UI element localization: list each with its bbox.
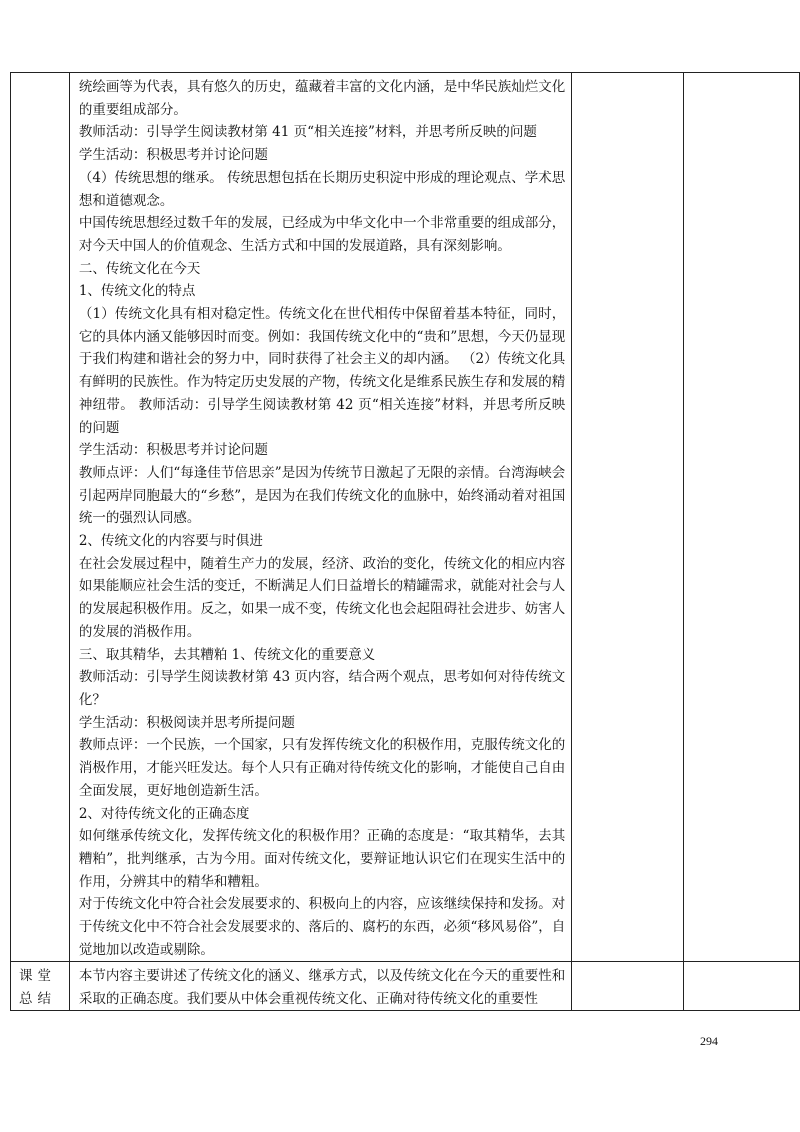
summary-label: 课堂总结 (19, 968, 56, 1007)
subsection-heading: 2、对待传统文化的正确态度 (78, 805, 250, 822)
paragraph: 教师活动：引导学生阅读教材第 41 页“相关连接”材料，并思考所反映的问题 (78, 124, 537, 141)
paragraph: 如何继承传统文化，发挥传统文化的积极作用？正确的态度是：“取其精华，去其糟粕”，批判继承，古为今用。面对传统文化，要辩证地认识它们在现实生活中的作用，分辨其中的精华和糟粗。 (78, 828, 566, 890)
paragraph: 学生活动：积极思考并讨论问题 (78, 442, 268, 459)
paragraph: 教师活动：引导学生阅读教材第 43 页内容，结合两个观点，思考如何对待传统文化？ (78, 669, 566, 708)
paragraph: 对于传统文化中符合社会发展要求的、积极向上的内容，应该继续保持和发扬。对于传统文化中不符合社会发展要求的、落后的、腐朽的东西，必须“移风易俗”，自觉地加以改造或剔除。 (78, 896, 566, 958)
paragraph: （1）传统文化具有相对稳定性。传统文化在世代相传中保留着基本特征，同时，它的具体内涵又能够因时而变。例如：我国传统文化中的“贵和”思想，今天仍显现于我们构建和谐社会的努力中，同时获得了社会主义的却内涵。 （2）传统文化具有鲜明的民族性。作为特定历史发展的产物，传统文化是维系民族生存和发展的精神纽带。 教师活动：引导学生阅读教材第 42 页“相关连接”材料，并思考所反映的问题 (78, 306, 566, 436)
subsection-heading: 2、传统文化的内容要与时俱进 (78, 533, 263, 550)
summary-content-cell (69, 962, 571, 1011)
paragraph: 学生活动：积极阅读并思考所提问题 (78, 714, 295, 731)
notes-cell (572, 73, 683, 962)
paragraph: 学生活动：积极思考并讨论问题 (78, 147, 268, 164)
row-label-cell-empty (11, 73, 70, 962)
paragraph: 教师点评：一个民族，一个国家，只有发挥传统文化的积极作用，克服传统文化的消极作用，才能兴旺发达。每个人只有正确对待传统文化的影响，才能使自己自由全面发展，更好地创造新生活。 (78, 737, 566, 799)
summary-remarks-cell (683, 962, 799, 1011)
summary-text: 本节内容主要讲述了传统文化的涵义、继承方式，以及传统文化在今天的重要性和采取的正确态度。我们要从中体会重视传统文化、正确对待传统文化的重要性 (78, 968, 566, 1007)
paragraph: 统绘画等为代表，具有悠久的历史，蕴藏着丰富的文化内涵，是中华民族灿烂文化的重要组成部分。 (78, 79, 566, 118)
summary-label-cell (11, 962, 70, 1011)
remarks-cell (683, 73, 799, 962)
paragraph: 教师点评：人们“每逢佳节倍思亲”是因为传统节日激起了无限的亲情。台湾海峡会引起两岸同胞最大的“乡愁”，是因为在我们传统文化的血脉中，始终涌动着对祖国统一的强烈认同感。 (78, 464, 566, 527)
section-heading: 二、传统文化在今天 (78, 260, 201, 277)
summary-notes-cell (572, 962, 683, 1011)
paragraph: 中国传统思想经过数千年的发展，已经成为中华文化中一个非常重要的组成部分，对今天中国人的价值观念、生活方式和中国的发展道路，具有深刻影响。 (78, 215, 566, 254)
page-number: 294 (700, 1034, 718, 1048)
content-row (11, 73, 800, 962)
paragraph: （4）传统思想的继承。 传统思想包括在长期历史积淀中形成的理论观点、学术思想和道德观念。 (78, 169, 566, 209)
lesson-content-cell (69, 73, 571, 962)
summary-row (11, 962, 800, 1011)
section-heading: 三、取其精华，去其糟粕 1、传统文化的重要意义 (78, 646, 376, 663)
paragraph: 在社会发展过程中，随着生产力的发展，经济、政治的变化，传统文化的相应内容如果能顺应社会生活的变迁，不断满足人们日益增长的精罐需求，就能对社会与人的发展起积极作用。反之，如果一成不变，传统文化也会起阻碍社会进步、妨害人的发展的消极作用。 (78, 555, 566, 640)
subsection-heading: 1、传统文化的特点 (78, 283, 196, 300)
lesson-plan-table (10, 72, 800, 1011)
